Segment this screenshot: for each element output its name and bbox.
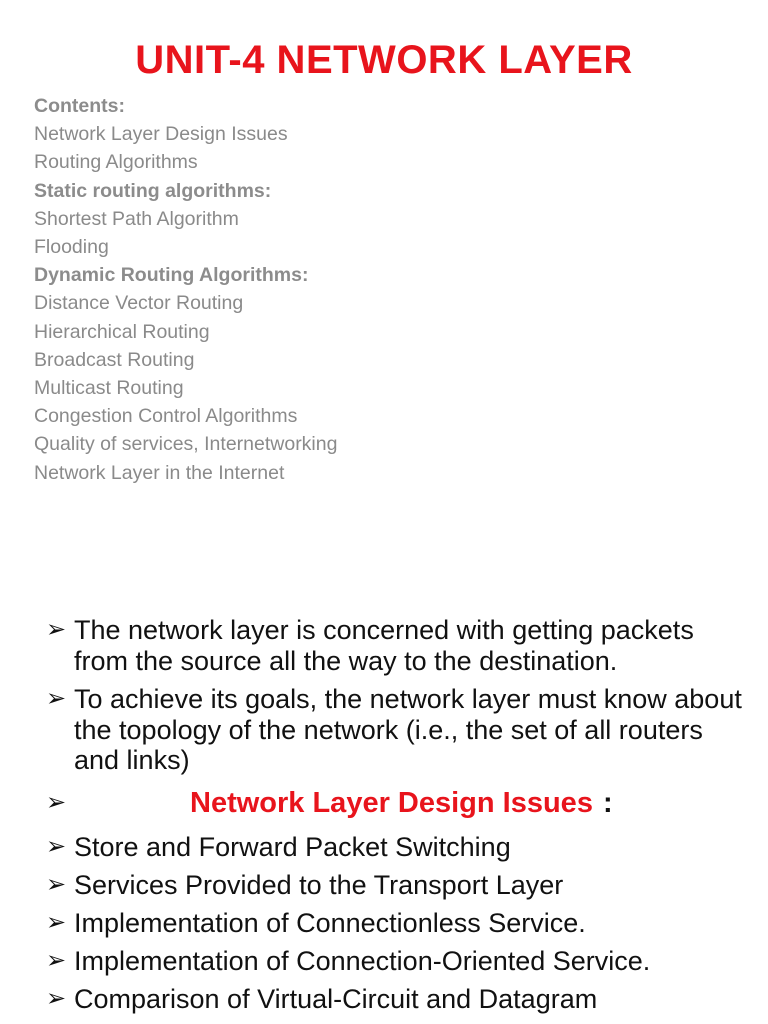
list-item-text: Comparison of Virtual-Circuit and Datagram (74, 983, 598, 1014)
list-item (46, 908, 746, 939)
arrow-bullet-icon: ➢ (46, 788, 67, 816)
arrow-bullet-icon: ➢ (46, 946, 67, 974)
section-heading: Network Layer Design Issues (190, 786, 593, 819)
list-item-text: Services Provided to the Transport Layer (74, 869, 564, 900)
contents-list (34, 92, 337, 487)
contents-heading: Contents: (34, 95, 125, 117)
bullet-paragraph (46, 684, 746, 776)
list-item (46, 870, 746, 901)
list-item-text: Implementation of Connectionless Service. (74, 907, 586, 938)
list-item-text: Implementation of Connection-Oriented Service. (74, 945, 651, 976)
arrow-bullet-icon: ➢ (46, 832, 67, 860)
contents-item: Quality of services, Internetworking (34, 433, 338, 456)
contents-item: Distance Vector Routing (34, 292, 244, 315)
contents-item: Shortest Path Algorithm (34, 207, 239, 230)
contents-item: Dynamic Routing Algorithms: (34, 264, 309, 287)
contents-item: Network Layer Design Issues (34, 123, 288, 146)
arrow-bullet-icon: ➢ (46, 870, 67, 898)
contents-item: Flooding (34, 236, 109, 259)
contents-item: Multicast Routing (34, 377, 184, 400)
list-item-text: Store and Forward Packet Switching (74, 831, 511, 862)
contents-item: Routing Algorithms (34, 151, 198, 174)
list-item (46, 946, 746, 977)
bullet-paragraph (46, 615, 746, 676)
arrow-bullet-icon: ➢ (46, 908, 67, 936)
bullet-section (46, 615, 746, 1022)
bullet-heading (46, 788, 746, 826)
list-item (46, 984, 746, 1015)
contents-item: Broadcast Routing (34, 348, 195, 371)
contents-item: Static routing algorithms: (34, 179, 272, 202)
bullet-text: To achieve its goals, the network layer must know about the topology of the network (i.e., the set of all routers and links) (74, 684, 742, 775)
contents-item: Network Layer in the Internet (34, 461, 285, 484)
bullet-text: The network layer is concerned with getting packets from the source all the way to the destination. (74, 615, 694, 676)
arrow-bullet-icon: ➢ (46, 616, 67, 643)
section-heading-colon: : (602, 786, 613, 819)
list-item (46, 832, 746, 863)
contents-item: Congestion Control Algorithms (34, 405, 298, 428)
arrow-bullet-icon: ➢ (46, 984, 67, 1012)
page-title: UNIT-4 NETWORK LAYER (135, 38, 633, 82)
arrow-bullet-icon: ➢ (46, 685, 67, 712)
contents-item: Hierarchical Routing (34, 320, 210, 343)
